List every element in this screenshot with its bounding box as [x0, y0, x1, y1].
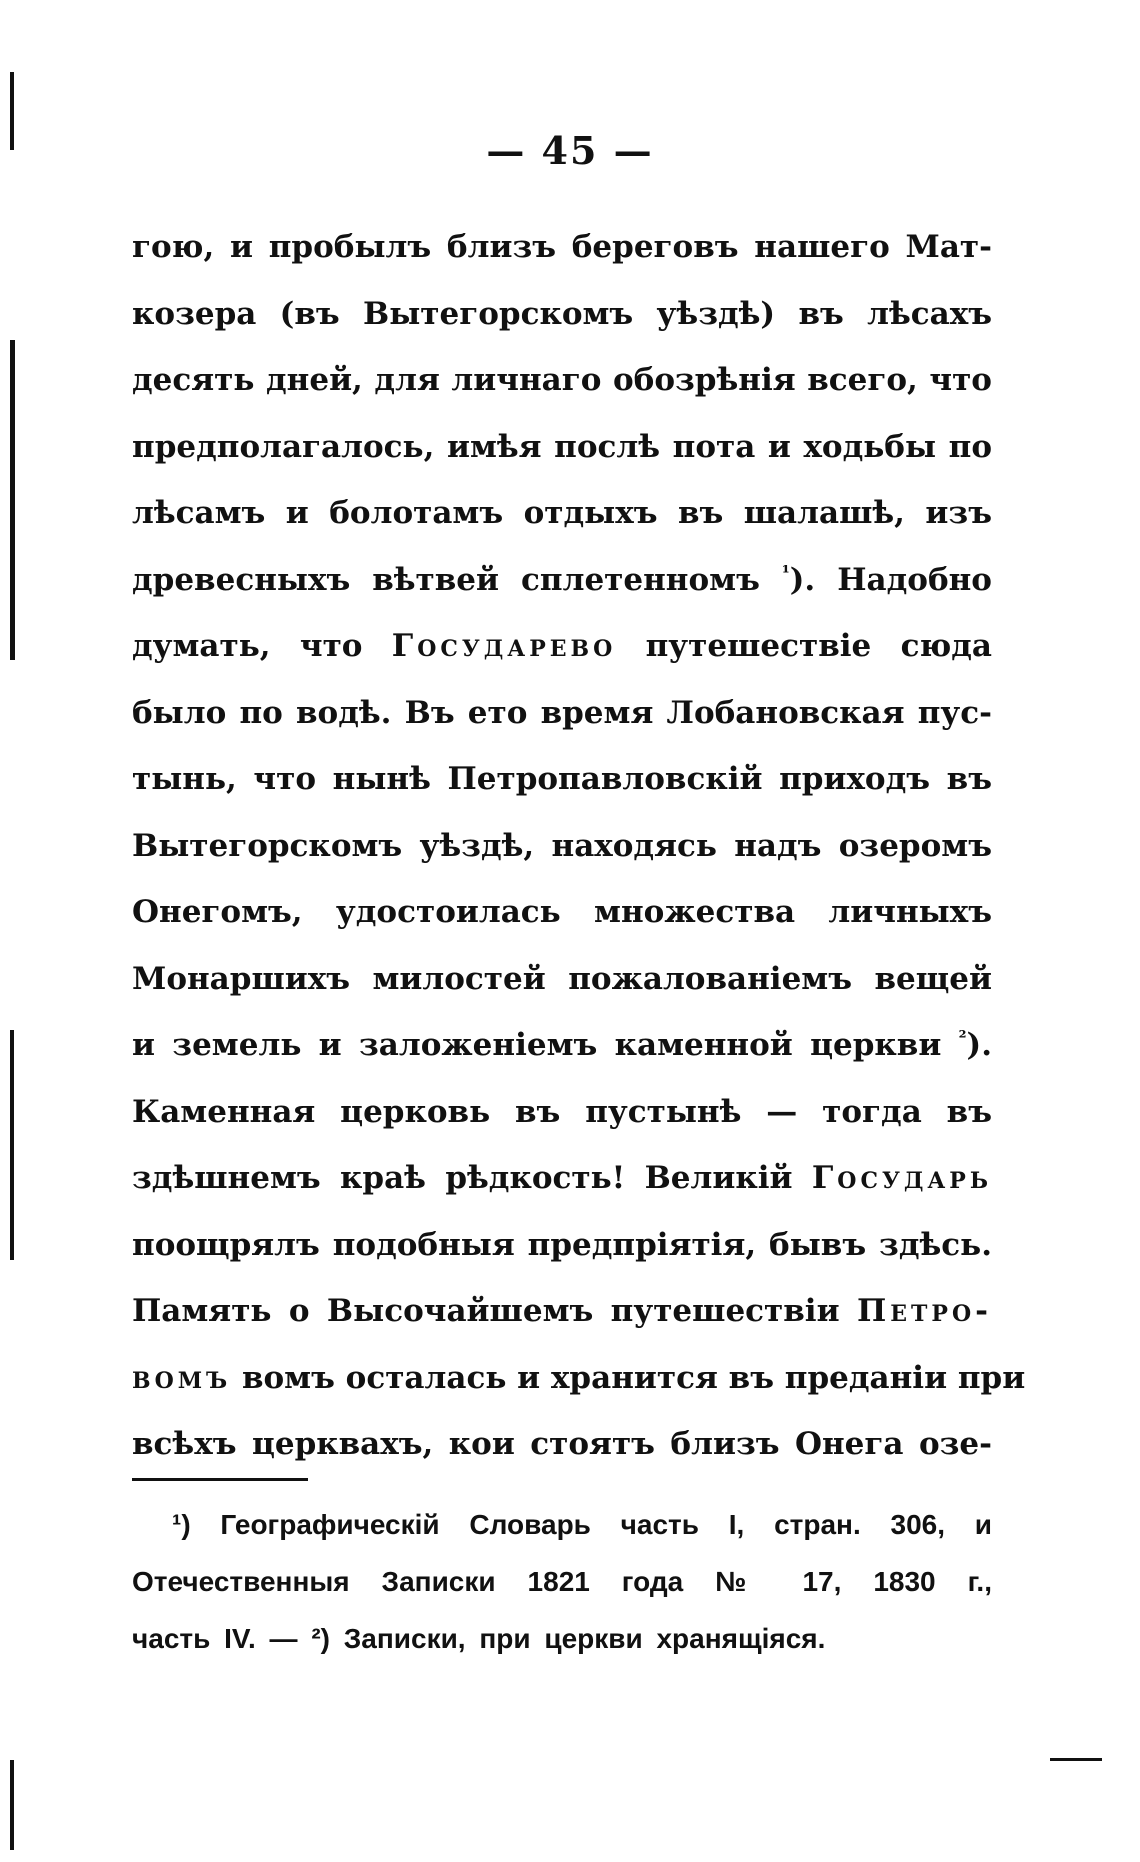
- text-line-14: Каменная церковь въ пустынѣ — тогда въ: [132, 1093, 992, 1130]
- text-line-5: лѣсамъ и болотамъ отдыхъ въ шалашѣ, изъ: [132, 495, 992, 531]
- footnote-divider: [132, 1478, 308, 1481]
- scan-edge-mark-3: [10, 1030, 14, 1260]
- text-line-12: Монаршихъ милостей пожалованіемъ вещей: [132, 960, 992, 997]
- text-line-18-tail: вомъ осталась и хранится въ преданіи при: [241, 1359, 1026, 1396]
- text-line-16: поощрялъ подобныя предпріятія, бывъ здѣсь.: [132, 1226, 992, 1263]
- footnote-ref-2: ²: [958, 1027, 967, 1049]
- text-line-6-tail: ). Надобно: [789, 561, 992, 598]
- text-line-7-head: думать, что: [132, 628, 363, 664]
- text-line-18-caps: вомъ: [132, 1359, 232, 1396]
- text-line-13: [132, 1012, 992, 1079]
- scan-edge-mark-5: [1050, 1758, 1102, 1761]
- text-line-7-tail: путешествіе сюда: [645, 628, 992, 664]
- text-line-11: Онегомъ, удостоилась множества личныхъ: [132, 894, 992, 930]
- text-line-17-head: Память о Высочайшемъ путешествіи: [132, 1293, 840, 1329]
- text-line-17-caps: Петро-: [856, 1293, 992, 1329]
- text-line-9: тынь, что нынѣ Петропавловскій приходъ въ: [132, 761, 992, 797]
- text-line-2: козера (въ Вытегорскомъ уѣздѣ) въ лѣсахъ: [132, 295, 992, 332]
- footnote-line-2: Отечественныя Записки 1821 года № 17, 1830 г.,: [132, 1566, 992, 1597]
- text-line-6-head: древесныхъ вѣтвей сплетенномъ: [132, 561, 760, 598]
- text-line-4: предполагалось, имѣя послѣ пота и ходьбы по: [132, 428, 992, 465]
- footnote-ref-1: ¹: [781, 562, 790, 584]
- text-line-10: Вытегорскомъ уѣздѣ, находясь надъ озеромъ: [132, 827, 992, 864]
- text-line-6: [132, 547, 992, 614]
- text-line-3: десять дней, для личнаго обозрѣнія всего, что: [132, 362, 992, 398]
- text-line-1: гою, и пробылъ близъ береговъ нашего Мат-: [132, 229, 992, 265]
- footnotes: [132, 1496, 992, 1667]
- text-line-19: всѣхъ церквахъ, кои стоятъ близъ Онега озе-: [132, 1426, 992, 1462]
- text-line-8: было по водѣ. Въ ето время Лобановская пус-: [132, 694, 992, 731]
- scan-edge-mark-4: [10, 1760, 14, 1850]
- footnote-line-1: ¹) Географическій Словарь часть I, стран. 306, и: [172, 1509, 992, 1540]
- page-number: — 45 —: [486, 128, 654, 173]
- text-line-17: [132, 1278, 992, 1345]
- text-line-7-caps: Государево: [391, 628, 617, 664]
- text-line-13-tail: ).: [966, 1027, 992, 1063]
- text-line-15: [132, 1145, 992, 1212]
- body-text: [132, 214, 1026, 1478]
- scan-edge-mark-1: [10, 72, 14, 150]
- footnote-line-3: часть IV. — ²) Записки, при церкви хранящіяся.: [132, 1623, 826, 1654]
- text-line-15-caps: Государь: [811, 1160, 992, 1196]
- text-line-18: [132, 1345, 1026, 1412]
- text-line-7: [132, 613, 992, 680]
- scan-edge-mark-2: [10, 340, 15, 660]
- text-line-15-head: здѣшнемъ краѣ рѣдкость! Великій: [132, 1160, 793, 1196]
- text-line-13-head: и земель и заложеніемъ каменной церкви: [132, 1027, 942, 1063]
